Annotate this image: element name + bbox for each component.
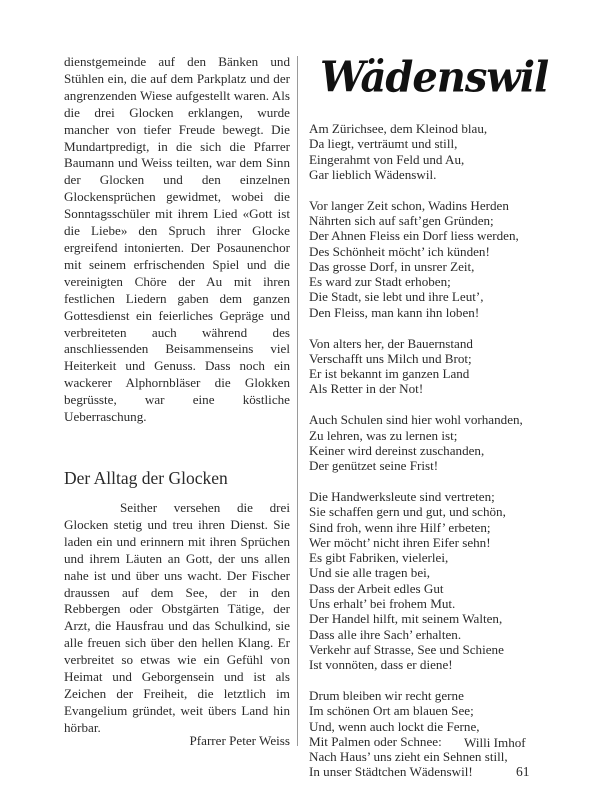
poem-line: Und sie alle tragen bei, — [309, 565, 431, 581]
body-paragraph: dienstgemeinde auf den Bänken und Stühlen ein, die auf dem Parkplatz und der angrenzenden Wiese aufgestellt waren. Als die drei Glocken erklangen, wurde mancher von tiefer Freude bewegt. Die Mundartpredigt, in die sich die Pfarrer Baumann und Weiss teilten, war dem Sinn der Glocken und den einzelnen Glockensprüchen gewidmet, wobei die Sonntagsschüler mit ihrem Lied «Gott ist die Liebe» den Spruch ihrer Glocke ergreifend intonierten. Der Posaunenchor mit seinem erfrischenden Spiel und die vereinigten Chöre der Au mit ihren festlichen Liedern gaben dem ganzen Gottesdienst ein feierliches Gepräge und verbreiteten auch während des anschliessenden Beisammenseins viel Heiterkeit und Genuss. Dass noch ein wackerer Alphornbläser die Glokken begrüsste, war eine köstliche Ueberraschung. — [64, 54, 290, 425]
poem-stanza — [309, 198, 549, 320]
column-divider — [297, 56, 298, 746]
poem-stanza — [309, 121, 549, 182]
poem-line: Keiner wird dereinst zuschanden, — [309, 442, 485, 458]
poem-line: Die Handwerksleute sind vertreten; — [309, 488, 495, 504]
poem-line: Am Zürichsee, dem Kleinod blau, — [309, 121, 488, 136]
poem-line: Das grosse Dorf, in unsrer Zeit, — [309, 258, 475, 274]
poem-line: Der genützet seine Frist! — [309, 458, 439, 474]
poem-line: Die Stadt, sie lebt und ihre Leut’, — [309, 289, 484, 305]
poem-line: Den Fleiss, man kann ihn loben! — [309, 304, 480, 320]
poem-line: Gar lieblich Wädenswil. — [309, 166, 437, 182]
poet-signature: Willi Imhof — [464, 735, 526, 750]
poem-title — [306, 52, 549, 122]
poem-line: Auch Schulen sind hier wohl vorhanden, — [309, 412, 523, 428]
poem — [309, 121, 549, 795]
poem-line: Des Schönheit möcht’ ich künden! — [309, 243, 490, 259]
left-column — [64, 54, 290, 426]
calligraphic-title: Wädenswil — [320, 52, 549, 103]
poem-line: Verschafft uns Milch und Brot; — [309, 350, 472, 366]
poem-line: Ist vonnöten, dass er diene! — [309, 657, 453, 673]
poem-line: Mit Palmen oder Schnee: — [309, 733, 442, 749]
poem-line: In unser Städtchen Wädenswil! — [309, 764, 473, 780]
poem-line: Dass alle ihre Sach’ erhalten. — [309, 626, 462, 642]
poem-line: Nährten sich auf saft’gen Gründen; — [309, 212, 494, 228]
poem-line: Im schönen Ort am blauen See; — [309, 703, 474, 719]
poem-line: Es ward zur Stadt erhoben; — [309, 274, 451, 290]
page-number: 61 — [516, 764, 530, 779]
poem-stanza — [309, 489, 549, 673]
author-signature: Pfarrer Peter Weiss — [189, 733, 290, 748]
poem-stanza — [309, 412, 549, 473]
poem-line: Uns erhalt’ bei frohem Mut. — [309, 596, 456, 612]
body-paragraph: Seither versehen die drei Glocken stetig und treu ihren Dienst. Sie laden ein und erinnern mit ihren Sprüchen und ihrem Läuten an Gott, der uns allen nahe ist und über uns wacht. Der Fischer draussen auf dem See, der in den Rebbergen oder Obstgärten Tätige, der Arzt, die Hausfrau und das Schulkind, sie alle freuen sich über den hellen Klang. Er verbreitet so etwas wie ein Gefühl von Heimat und Geborgensein und ist als Zeichen der Freiheit, die letztlich im Evangelium gründet, weit übers Land hin hörbar. — [64, 500, 290, 735]
poem-line: Da liegt, verträumt und still, — [309, 136, 458, 152]
poem-line: Und, wenn auch lockt die Ferne, — [309, 718, 480, 734]
poem-stanza — [309, 336, 549, 397]
poem-line: Der Ahnen Fleiss ein Dorf liess werden, — [309, 228, 519, 244]
left-column-section — [64, 500, 290, 737]
poem-line: Er ist bekannt im ganzen Land — [309, 366, 470, 382]
poem-line: Sie schaffen gern und gut, und schön, — [309, 504, 506, 520]
poem-line: Wer möcht’ nicht ihren Eifer sehn! — [309, 534, 491, 550]
poem-line: Zu lehren, was zu lernen ist; — [309, 427, 458, 443]
poem-line: Eingerahmt von Feld und Au, — [309, 151, 465, 167]
poem-line: Der Handel hilft, mit seinem Walten, — [309, 611, 503, 627]
poem-stanza — [309, 688, 549, 780]
poem-line: Verkehr auf Strasse, See und Schiene — [309, 641, 504, 657]
poem-line: Sind froh, wenn ihre Hilf’ erbeten; — [309, 519, 491, 535]
poem-line: Als Retter in der Not! — [309, 381, 424, 397]
poem-line: Drum bleiben wir recht gerne — [309, 688, 464, 703]
poem-line: Es gibt Fabriken, vielerlei, — [309, 550, 449, 566]
poem-line: Dass der Arbeit edles Gut — [309, 580, 444, 596]
section-heading: Der Alltag der Glocken — [64, 468, 228, 488]
poem-line: Nach Haus’ uns zieht ein Sehnen still, — [309, 749, 508, 765]
poem-line: Von alters her, der Bauernstand — [309, 335, 473, 351]
poem-line: Vor langer Zeit schon, Wadins Herden — [309, 197, 509, 213]
